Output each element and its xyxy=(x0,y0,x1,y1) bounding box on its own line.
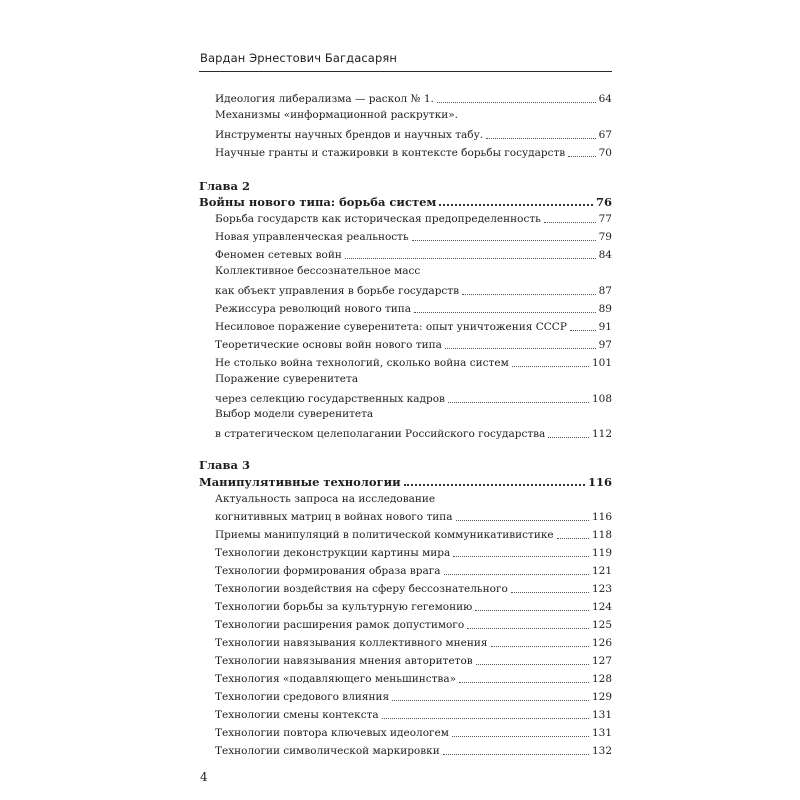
toc-entry-title: Не столько война технологий, сколько война систем xyxy=(215,357,509,369)
toc-entry-title: Технологии расширения рамок допустимого xyxy=(215,619,465,631)
toc-entry-title: Технологии деконструкции картины мира xyxy=(215,547,451,559)
chapter-title-entry xyxy=(199,189,612,209)
toc-entry-title: Технологии навязывания мнения авторитетов xyxy=(215,655,473,667)
toc-entry xyxy=(199,578,612,596)
toc-entry-page: 67 xyxy=(598,129,612,141)
toc-entry xyxy=(199,124,612,142)
chapter-label: Глава 3 xyxy=(199,458,250,472)
toc-entry xyxy=(199,334,612,352)
chapter-page: 116 xyxy=(587,475,612,489)
toc-entry xyxy=(199,142,612,160)
leader-dots xyxy=(392,700,589,701)
toc-entry-title: Феномен сетевых войн xyxy=(215,249,342,261)
leader-dots xyxy=(448,402,589,403)
toc-entry-title: Режиссура революций нового типа xyxy=(215,303,412,315)
toc-entry-title: Научные гранты и стажировки в контексте борьбы государств xyxy=(215,147,566,159)
toc-entry-page: 108 xyxy=(591,393,612,405)
chapter-title-entry xyxy=(199,469,612,489)
page-number: 4 xyxy=(200,770,208,784)
toc-entry-page: 64 xyxy=(598,93,612,105)
toc-entry-page: 125 xyxy=(591,619,612,631)
toc-entry-title: Технологии формирования образа врага xyxy=(215,565,441,577)
toc-entry-title: Технология «подавляющего меньшинства» xyxy=(215,673,457,685)
leader-dots xyxy=(443,754,589,755)
toc-entry xyxy=(199,614,612,632)
leader-dots xyxy=(544,222,596,223)
toc-entry-page: 132 xyxy=(591,745,612,757)
toc-entry-title: когнитивных матриц в войнах нового типа xyxy=(215,511,453,523)
toc-entry xyxy=(199,596,612,614)
leader-dots xyxy=(404,484,585,486)
toc-entry-title: в стратегическом целеполагании Российского государства xyxy=(215,428,546,440)
toc-entry xyxy=(199,722,612,740)
leader-dots xyxy=(452,736,589,737)
toc-entry-page: 127 xyxy=(591,655,612,667)
toc-entry-title: Теоретические основы войн нового типа xyxy=(215,339,442,351)
toc-entry-page: 84 xyxy=(598,249,612,261)
leader-dots xyxy=(382,718,589,719)
leader-dots xyxy=(456,520,589,521)
toc-entry-title: Инструменты научных брендов и научных табу. xyxy=(215,129,484,141)
leader-dots xyxy=(491,646,589,647)
toc-entry-title: Технологии воздействия на сферу бессознательного xyxy=(215,583,508,595)
toc-entry-title: через селекцию государственных кадров xyxy=(215,393,445,405)
leader-dots xyxy=(439,204,593,206)
toc-entry-page: 70 xyxy=(598,147,612,159)
toc-entry xyxy=(199,423,612,441)
leader-dots xyxy=(570,330,596,331)
leader-dots xyxy=(459,682,589,683)
toc-entry-page: 79 xyxy=(598,231,612,243)
toc-entry xyxy=(199,280,612,298)
toc-entry-title: Технологии символической маркировки xyxy=(215,745,440,757)
leader-dots xyxy=(475,610,589,611)
toc-entry-page: 123 xyxy=(591,583,612,595)
toc-entry-page: 129 xyxy=(591,691,612,703)
leader-dots xyxy=(548,437,589,438)
chapter-title: Манипулятивные технологии xyxy=(199,475,401,489)
toc-entry-page: 87 xyxy=(598,285,612,297)
toc-entry-title: Технологии смены контекста xyxy=(215,709,379,721)
toc-entry-title: Идеология либерализма — раскол № 1. xyxy=(215,93,434,105)
toc-entry-title: Несиловое поражение суверенитета: опыт уничтожения СССР xyxy=(215,321,567,333)
toc-entry-title: Приемы манипуляций в политической коммуникативистике xyxy=(215,529,554,541)
toc-entry xyxy=(199,650,612,668)
leader-dots xyxy=(453,556,589,557)
toc-entry-page: 101 xyxy=(591,357,612,369)
toc-entry xyxy=(199,542,612,560)
chapter-label: Глава 2 xyxy=(199,179,250,193)
leader-dots xyxy=(412,240,596,241)
leader-dots xyxy=(345,258,596,259)
toc-entry-page: 126 xyxy=(591,637,612,649)
toc-entry-title: Борьба государств как историческая предопределенность xyxy=(215,213,541,225)
toc-entry-title: Механизмы «информационной раскрутки». xyxy=(215,109,459,121)
toc-entry-page: 112 xyxy=(591,428,612,440)
toc-entry-page: 77 xyxy=(598,213,612,225)
toc-entry-title-line: Поражение суверенитета xyxy=(215,373,359,385)
running-head: Вардан Эрнестович Багдасарян xyxy=(200,51,397,65)
toc-entry xyxy=(199,560,612,578)
leader-dots xyxy=(437,102,596,103)
toc-entry-page: 89 xyxy=(598,303,612,315)
toc-entry xyxy=(199,88,612,106)
leader-dots xyxy=(512,366,589,367)
toc-entry xyxy=(199,388,612,406)
toc-entry-page: 128 xyxy=(591,673,612,685)
chapter-title: Войны нового типа: борьба систем xyxy=(199,195,437,209)
toc-entry xyxy=(199,632,612,650)
toc-entry-page: 119 xyxy=(591,547,612,559)
toc-entry xyxy=(199,352,612,370)
toc-entry xyxy=(199,740,612,758)
toc-entry xyxy=(199,244,612,262)
toc-entry-page: 116 xyxy=(591,511,612,523)
toc-entry-page: 91 xyxy=(598,321,612,333)
toc-entry-page: 121 xyxy=(591,565,612,577)
toc-entry-title: Технологии навязывания коллективного мнения xyxy=(215,637,488,649)
toc-entry-page: 124 xyxy=(591,601,612,613)
toc-entry-title: Технологии средового влияния xyxy=(215,691,390,703)
toc-entry xyxy=(199,208,612,226)
toc-entry-page: 131 xyxy=(591,709,612,721)
chapter-page: 76 xyxy=(595,195,612,209)
toc-entry xyxy=(199,704,612,722)
toc-entry xyxy=(199,226,612,244)
leader-dots xyxy=(486,138,595,139)
toc-entry-title-line: Актуальность запроса на исследование xyxy=(215,493,436,505)
leader-dots xyxy=(467,628,589,629)
toc-entry xyxy=(199,686,612,704)
leader-dots xyxy=(445,348,596,349)
leader-dots xyxy=(557,538,589,539)
leader-dots xyxy=(462,294,596,295)
toc-entry-title-line: Выбор модели суверенитета xyxy=(215,408,374,420)
toc-entry-title: Технологии борьбы за культурную гегемонию xyxy=(215,601,473,613)
leader-dots xyxy=(414,312,596,313)
toc-entry xyxy=(199,668,612,686)
toc-entry xyxy=(199,506,612,524)
toc-entry-page: 97 xyxy=(598,339,612,351)
toc-entry-title: Технологии повтора ключевых идеологем xyxy=(215,727,449,739)
leader-dots xyxy=(568,156,595,157)
toc-entry-title: как объект управления в борьбе государств xyxy=(215,285,460,297)
toc-entry xyxy=(199,298,612,316)
toc-entry-page: 131 xyxy=(591,727,612,739)
toc-entry-title-line: Коллективное бессознательное масс xyxy=(215,265,421,277)
leader-dots xyxy=(476,664,589,665)
toc-entry-page: 118 xyxy=(591,529,612,541)
leader-dots xyxy=(511,592,589,593)
leader-dots xyxy=(444,574,589,575)
toc-entry xyxy=(199,316,612,334)
toc-entry-title: Новая управленческая реальность xyxy=(215,231,409,243)
header-rule xyxy=(199,71,612,72)
toc-entry xyxy=(199,524,612,542)
